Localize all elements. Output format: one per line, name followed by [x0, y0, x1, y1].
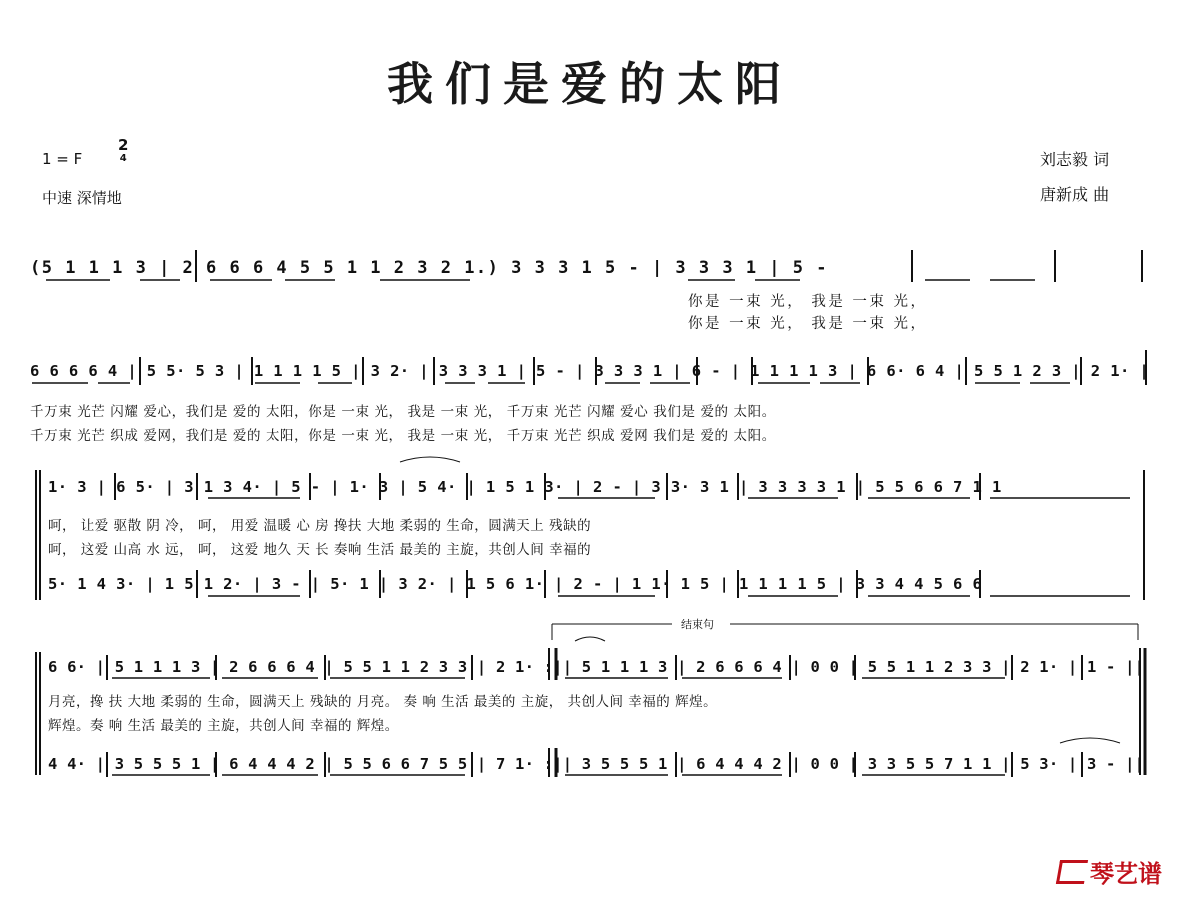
logo-icon: [1056, 860, 1088, 884]
system1-lyric1: 你是 一束 光， 我是 一束 光，: [688, 294, 928, 310]
system3-lyric2: 呵， 这爱 山高 水 远， 呵， 这爱 地久 天 长 奏响 生活 最美的 主旋，共创人间 幸福的: [48, 542, 592, 558]
system2-lyric2: 千万束 光芒 织成 爱网，我们是 爱的 太阳，你是 一束 光， 我是 一束 光， 千万束 光芒 织成 爱网 我们是 爱的 太阳。: [30, 428, 776, 444]
site-logo: [1058, 854, 1162, 889]
time-signature-top: 2: [118, 136, 129, 154]
page-title: 我们是爱的太阳: [387, 57, 793, 111]
key-signature: [42, 150, 82, 168]
system4-lyric1: 月亮，搀 扶 大地 柔弱的 生命，圆满天上 残缺的 月亮。 奏 响 生活 最美的 主旋， 共创人间 幸福的 辉煌。: [48, 694, 718, 710]
time-signature: [118, 138, 128, 166]
system4-lyric2: 辉煌。奏 响 生活 最美的 主旋，共创人间 幸福的 辉煌。: [48, 718, 399, 734]
system4-lower-notes: 4 4· | 3 5 5 5 1 | 6 4 4 4 2 | 5 5 6 6 7 5 5 | 7 1· :|| 3 5 5 5 1 | 6 4 4 4 2 | 0 0 | 3 3 5 5 7 1 1 | 5 3· | 3 - ||: [48, 755, 1145, 773]
system4-upper-notes: 6 6· | 5 1 1 1 3 | 2 6 6 6 4 | 5 5 1 1 2 3 3 | 2 1· :|| 5 1 1 1 3 | 2 6 6 6 4 | 0 0 | 5 5 1 1 2 3 3 | 2 1· | 1 - ||: [48, 658, 1145, 676]
system3-lyric1: 呵， 让爱 驱散 阴 冷， 呵， 用爱 温暖 心 房 搀扶 大地 柔弱的 生命，圆满天上 残缺的: [48, 518, 592, 534]
system3-upper-notes: 1· 3 | 6 5· | 3 1 3 4· | 5 - | 1· 3 | 5 4· | 1 5 1 3· | 2 - | 3 3· 3 1 | 3 3 3 3 1 | 5 5 6 6 7 1 1: [48, 478, 1002, 496]
tempo-marking: 中速 深情地: [42, 189, 122, 207]
ending-section-label: 结束句: [678, 616, 717, 632]
system3-lower-notes: 5· 1 4 3· | 1 5 1 2· | 3 - | 5· 1 | 3 2· | 1 5 6 1· | 2 - | 1 1· 1 5 | 1 1 1 1 5 | 3 3 4 4 5 6 6: [48, 575, 983, 593]
key-label: 1 = F: [42, 150, 83, 168]
time-signature-bottom: 4: [119, 153, 127, 164]
composer-credit: 唐新成 曲: [1040, 185, 1110, 204]
system2-lyric1: 千万束 光芒 闪耀 爱心，我们是 爱的 太阳，你是 一束 光， 我是 一束 光， 千万束 光芒 闪耀 爱心 我们是 爱的 太阳。: [30, 404, 776, 420]
system1-notes: (5 1 1 1 3 | 2 6 6 6 4 5 5 1 1 2 3 2 1.) 3 3 3 1 5 - | 3 3 3 1 | 5 -: [30, 258, 828, 278]
logo-text: 琴艺谱: [1090, 860, 1162, 888]
system1-lyric2: 你是 一束 光， 我是 一束 光，: [688, 316, 928, 332]
system2-notes: 6 6 6 6 4 | 5 5· 5 3 | 1 1 1 1 5 | 3 2· | 3 3 3 1 | 5 - | 3 3 3 1 | 6 - | 1 1 1 1 3 | 6 6· 6 4 | 5 5 1 2 3 | 2 1· |: [30, 362, 1150, 380]
lyricist-credit: 刘志毅 词: [1040, 150, 1110, 169]
